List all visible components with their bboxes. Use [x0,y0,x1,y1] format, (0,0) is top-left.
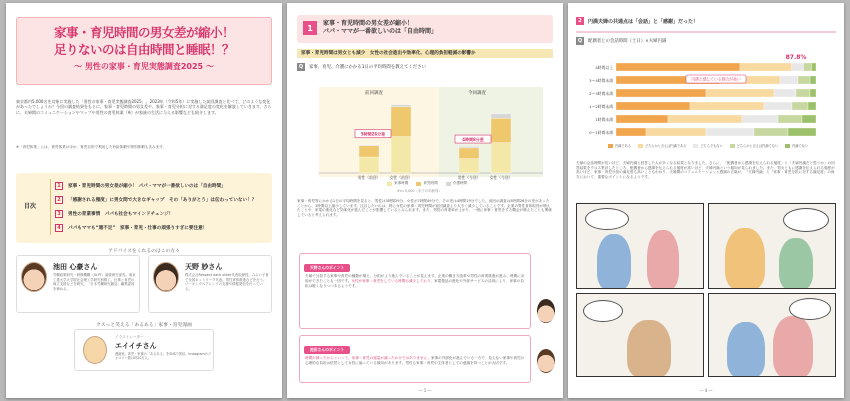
toc-item[interactable] [55,221,268,235]
chart-legend [608,143,828,148]
harmony-stacked-bar-chart [576,49,836,149]
manga-panel-4 [708,293,836,377]
bar-segment [774,89,796,97]
toc-item[interactable] [55,193,268,207]
question-badge: Q [577,38,583,44]
bar-segment [804,63,812,71]
bar-segment [359,145,379,146]
section-number: 1 [303,21,317,35]
section-title [323,20,437,36]
bar-segment [616,89,706,97]
toc-text: 「感謝される頻度」に男女間で大きなギャップ その「ありがとう」は伝わっていない！？ [68,198,257,203]
bar-segment [491,114,511,119]
bar-segment [788,128,816,136]
bar-segment [459,159,479,173]
top-value-label: 87.8% [785,54,807,61]
legend-item: 家事時間 [387,181,408,186]
manga-character [725,228,765,289]
bar-segment [778,115,802,123]
bar-segment [491,143,511,173]
bar-segment [812,63,816,71]
bar-segment [391,137,411,173]
toc-item[interactable] [55,207,268,221]
page-number: ― 1 ― [418,388,432,393]
main-title-line2: 足りないのは自由時間と睡眠！？ [53,41,234,57]
advisors-heading: アドバイスをくれるのはこの方々 [108,249,180,254]
bar-segment [459,146,479,148]
chart-note: ※n=5,000（未子の年齢別） [397,189,442,193]
row-label: 4時間以上 [595,65,613,70]
bar-segment [792,102,808,110]
page-2 [287,3,563,398]
advisor-name: 天野 妙さん [185,263,223,271]
section-title: 円満夫婦の共通点は「会話」と「感謝」だった！ [588,18,699,25]
bar-segment [646,128,706,136]
toc-number: 2 [55,196,63,204]
manga-character [773,316,813,377]
advisor-portrait [153,262,179,292]
chart-legend [387,181,467,186]
section-header [576,17,698,25]
manga-character [727,322,765,377]
bar-segment [616,102,690,110]
category-label: 男性（前回） [357,175,381,180]
legend-item: 円満でない [785,143,808,148]
toc-text: 男性の育業事情 パパも社会もマインドチェンジ！ [68,212,174,217]
advisor-profile: 労働政策研究・研修機構（JILPT）調査研究部長。東京工業大学大学院社会理工学研究科修了。仕事と育児の両立支援などを研究。「日本労働研究雑誌」編集委員を務める。 [53,273,136,291]
page-number: ― 4 ― [699,388,713,393]
difference-label: 4時間8分差 [462,137,484,143]
bar-segment [796,89,810,97]
manga-panel-1 [576,203,704,289]
bar-segment [359,146,379,157]
bar-segment [359,157,379,173]
manga-character [647,230,679,289]
intro-note: ※「育児休業」には、育児休業のほか、育児目的で利用した有給休暇や特別休暇も含みます。 [16,145,167,149]
category-label: 女性（前回） [389,175,413,180]
legend-item: 育児時間 [416,181,437,186]
row-label: 1時間未満 [595,117,613,122]
bar-segment [764,102,792,110]
toc-text: パパもママも“週不足” 家事・育児・仕事の頑張りすぎに要注意！ [68,226,208,231]
bar-segment [754,128,788,136]
point-body: 時間が減ったからといって、家事・育児の総量が減ったわけではありません。家事の外部化が進んでいる一方で、見えない家事や育児の心理的な負担は依然として女性に偏っている傾向があります。男性も家事・育児の主体者としての意識を持つことが大切です。 [305,356,525,366]
bar-segment [810,89,816,97]
point-title: 池田さんのポイント [304,346,350,354]
bar-segment [810,76,816,84]
question-text: 配偶者との会話時間（土日）×夫婦円満 [588,39,667,44]
advisor-name: 池田 心豪さん [53,263,98,271]
intro-text: 東京都内5,000名を対象に実施した「男性の家事・育児実態調査2025」。2023年（令和5年）に実施した前回調査と比べて、どのような変化があったでしょうか？今回の調査結果をもとに、家事・育児時間の男女差や、家事・育児分担に対する満足度の変化を解説していきます。さらに、夫婦間のコミュニケーションやマップや男性の育児休業（※）が家族の生活に与える影響なども紹介します。 [16,99,272,115]
speech-bubble [789,298,831,320]
callout-text: 円満と感じている割合が高い [691,76,741,82]
main-title-line1: 家事・育児時間の男女差が縮小！ [53,25,234,40]
page-1 [6,3,282,398]
bar-segment [706,128,754,136]
row-label: 2〜3時間未満 [589,91,613,96]
bar-segment [391,107,411,137]
section-number: 2 [576,17,584,25]
bar-segment [391,105,411,107]
point-title: 天野さんのポイント [304,264,350,272]
bar-segment [802,115,816,123]
manga-character [597,234,631,289]
toc-text: 家事・育児時間の男女差が縮小！ パパ・ママが一番欲しいのは「自由時間」 [68,184,226,189]
table-of-contents [16,173,272,243]
manga-panel-3 [576,293,704,377]
bar-segment [792,63,804,71]
bar-segment [459,148,479,159]
bar-segment [690,102,764,110]
section-body-text: 家事・育児等にかかる1日の平均時間を見ると、男性は3時間29分、女性が7時間49分で、その差は4時間19分でした。前回の調査は5時間26分の差があったことから、1時間以上縮小しています。注目したいのは、特に女性の家事・育児時間が前回調査より大きく減少していることです。企業の男性育休取得が増えたことや、家電の進化など効率化が進んだことが影響しているとみられます。また、男性の育業率が上がり、一緒に家事・育児をする機会が増えたことも関係していると考えられます。 [297,199,552,218]
legend-item: 介護時間 [446,181,467,186]
bar-segment [616,128,646,136]
toc-list [50,179,268,235]
row-label: 0〜1時間未満 [589,130,613,135]
toc-label: 目次 [24,203,37,210]
bar-segment [742,115,778,123]
illustrator-portrait [83,336,107,364]
manga-heading: クスっと笑える「あるある」家事・育児漫画 [96,323,192,328]
subsection-heading: 家事・育児時間は男女とも減少 女性の社会進出や効率化、心理的負担軽減の影響か [297,49,553,58]
section-body-text: 夫婦の会話時間が長いほど、夫婦円満と回答した人が多くなる結果となりました。さらに、「配偶者から感謝を伝えられる頻度」と「夫婦円満だと思うか」の回答結果をクロス集計したところ、配偶者から感謝を伝えられる頻度が高いほど、夫婦円満という傾向が見られました。また、男女ともに感謝を伝えられる頻度が高いほど、家事・育児分担の満足度も高いこともわかり、夫婦間のコミュニケーションと感謝の言葉が、「夫婦円満」と「家事・育児分担に対する満足度」の両方において、重要なポイントになるようです。 [576,161,835,180]
page-3 [568,3,844,398]
advisor-card [16,255,140,313]
manga-strip [576,203,836,383]
toc-number: 3 [55,210,63,218]
bar-segment [740,63,792,71]
question-row [297,63,553,71]
bar-segment [706,89,774,97]
speech-bubble [583,300,623,322]
legend-item: どちらでもない [693,143,722,148]
section-divider [576,31,836,33]
manga-character [627,320,671,377]
category-label: 男性（今回） [457,175,481,180]
illustrator-role: イラストレーター [115,335,144,339]
manga-panel-2 [708,203,836,289]
main-title-box [16,17,272,85]
bar-segment [798,76,810,84]
bar-segment [808,102,816,110]
bar-segment [491,118,511,142]
point-body: 夫婦で分担する家事や育児の種類が増え、分担がより進んでいることが見えます。企業の働き方改革や男性の育業推進が進み、時間に余裕ができたことも一因です。女性が家事・育児をしている時間も減少しており、家電製品の進化や外部サービスの活用により、家事の負担は軽くなりつつあるようです。 [305,274,525,289]
illustrator-card [74,329,214,371]
advisor-profile: 株式会社Respect each other代表取締役。みらい子育て全国ネットワーク代表。男性育休推進などを行う。ワーキングペアレンツの支援や情報発信を行っている。 [185,273,269,291]
illustrator-profile: 漫画家。育児・家事の「あるある」をSNSで発信。Instagramのフォロワー数は約20万人。 [115,352,211,361]
legend-item: どちらかと言えば円満でない [730,143,778,148]
advisor-card [148,255,272,313]
ikeda-point-box [299,335,531,383]
row-label: 1〜2時間未満 [589,104,613,109]
amano-point-box [299,253,531,329]
section-header [297,15,553,43]
category-label: 女性（今回） [489,175,513,180]
row-label: 3〜4時間未満 [589,78,613,83]
speech-bubble [585,208,629,230]
question-badge: Q [298,64,304,70]
main-subtitle: 〜 男性の家事・育児実態調査2025 〜 [74,61,214,71]
bar-segment [668,115,742,123]
difference-label: 5時間26分差 [360,131,386,137]
legend-item: どちらかと言えば円満である [638,143,686,148]
manga-character [779,238,813,289]
toc-number: 1 [55,182,63,190]
section-title-line2: パパ・ママが一番欲しいのは「自由時間」 [323,28,438,36]
toc-number: 4 [55,224,63,232]
bar-segment [780,76,798,84]
advisor-amano-avatar [537,299,555,323]
legend-item: 円満である [608,143,631,148]
group-label-curr: 今回調査 [468,91,486,96]
group-label-prev: 前回調査 [365,91,383,96]
speech-bubble [783,208,829,232]
advisor-ikeda-avatar [537,349,555,373]
illustrator-name: エイイチさん [115,342,157,350]
question-row [576,37,832,45]
bar-segment [616,63,740,71]
question-text: 家事、育児、介護にかかる1日の平均時間を教えてください [309,65,426,70]
section-title-line1: 家事・育児時間の男女差が縮小！ [323,20,414,27]
advisor-portrait [21,262,47,292]
toc-item[interactable] [55,179,268,193]
bar-segment [616,115,668,123]
